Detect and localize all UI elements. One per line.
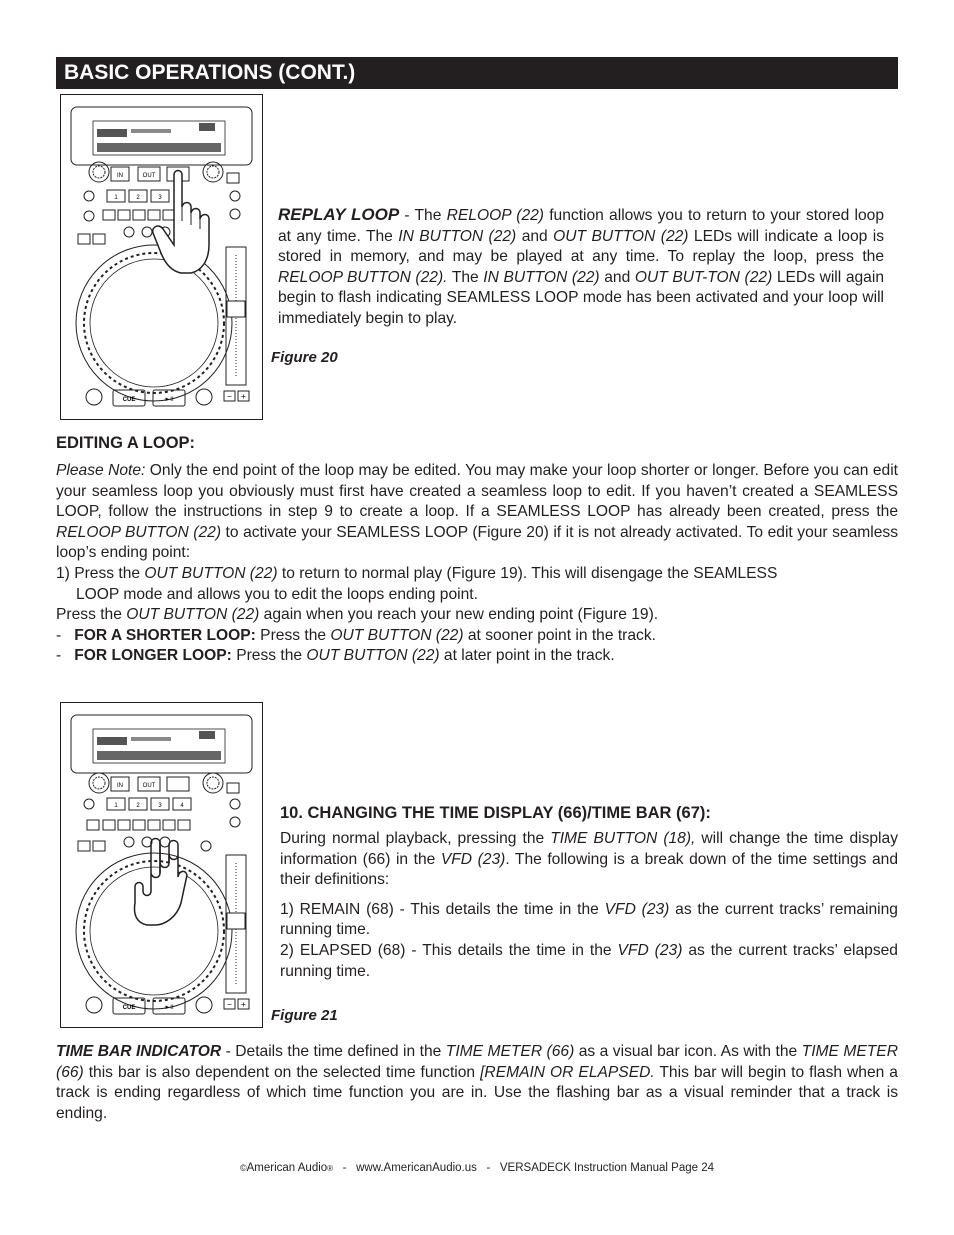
pitch-plus-button: + xyxy=(241,392,246,401)
pointing-hand-icon xyxy=(153,171,209,274)
editing-text: at later point in the track. xyxy=(439,647,615,665)
hot-cue-1: 1 xyxy=(114,195,118,201)
replay-loop-paragraph xyxy=(278,205,884,330)
time-text: as the current tracks’ remaining running time. xyxy=(280,900,898,939)
hot-cue-3: 3 xyxy=(158,195,162,201)
timebar-text: this bar is also dependent on the selected time function xyxy=(83,1063,481,1081)
editing-text: RELOOP BUTTON (22) xyxy=(56,523,222,541)
hot-cue-4: 4 xyxy=(180,803,184,809)
timebar-text: TIME METER (66) xyxy=(56,1043,898,1081)
editing-text: Please Note: xyxy=(56,462,146,479)
replay-text: IN BUTTON (22) xyxy=(483,268,600,286)
longer-loop-label: FOR LONGER LOOP: xyxy=(74,647,232,665)
replay-text: and xyxy=(599,268,635,286)
editing-text: Press the xyxy=(56,606,127,624)
replay-text: The xyxy=(447,268,484,286)
play-pause-button: ►II xyxy=(164,1005,174,1011)
replay-text: - The xyxy=(399,207,447,224)
time-bar-heading: TIME BAR INDICATOR xyxy=(56,1043,222,1060)
editing-loop-body xyxy=(56,461,898,667)
section-header xyxy=(56,57,898,89)
timebar-text: as a visual bar icon. As with the xyxy=(574,1043,802,1060)
time-display-body xyxy=(280,829,898,982)
time-text: VFD (23) xyxy=(617,941,683,959)
time-text: will change the time display information (66) in the xyxy=(280,830,898,868)
footer-brand: American Audio xyxy=(246,1162,328,1174)
cue-button: CUE xyxy=(122,1005,136,1011)
hot-cue-2: 2 xyxy=(136,803,140,809)
section-title: BASIC OPERATIONS (CONT.) xyxy=(64,61,356,84)
timebar-text: TIME METER (66) xyxy=(445,1043,575,1060)
hot-cue-3: 3 xyxy=(158,803,162,809)
time-text: . The following is a break down of the time settings and their definitions: xyxy=(280,850,899,889)
in-button: IN xyxy=(117,173,123,179)
figure-20-illustration xyxy=(60,94,263,420)
editing-text: Press the xyxy=(231,647,307,665)
replay-loop-heading: REPLAY LOOP xyxy=(278,205,400,224)
registered-symbol: ® xyxy=(327,1164,334,1173)
editing-text: OUT BUTTON (22) xyxy=(126,606,260,624)
pitch-minus-button: − xyxy=(227,1000,232,1009)
figure-21-illustration xyxy=(60,702,263,1028)
replay-text: IN BUTTON (22) xyxy=(398,227,517,245)
hot-cue-2: 2 xyxy=(136,195,140,201)
editing-text: to return to normal play (Figure 19). This will disengage the SEAMLESS xyxy=(277,564,778,582)
copyright-symbol: © xyxy=(239,1163,247,1173)
replay-text: LEDs will again begin to flash indicating SEAMLESS LOOP mode has been activated and your loop will immediately begin to play. xyxy=(278,268,884,327)
timebar-text: - Details the time defined in the xyxy=(221,1043,446,1060)
time-text: as the current tracks’ elapsed running time. xyxy=(280,941,898,980)
time-display-heading: 10. CHANGING THE TIME DISPLAY (66)/TIME BAR (67): xyxy=(280,804,711,822)
pitch-minus-button: − xyxy=(227,392,232,401)
bullet-dash: - xyxy=(56,647,62,665)
editing-text: OUT BUTTON (22) xyxy=(306,647,440,665)
figure-21-caption: Figure 21 xyxy=(271,1007,338,1024)
replay-text: and xyxy=(516,227,554,245)
figure-20-caption: Figure 20 xyxy=(271,349,338,366)
time-text: VFD (23) xyxy=(440,850,506,868)
time-text: 2) ELAPSED (68) - This details the time in the xyxy=(280,941,618,959)
replay-text: OUT BUTTON (22) xyxy=(553,227,689,245)
out-button: OUT xyxy=(142,783,156,789)
editing-text: again when you reach your new ending point (Figure 19). xyxy=(259,606,659,624)
replay-text: LEDs will indicate a loop is stored in memory, and may be played at any time. To replay the loop, press the xyxy=(278,227,885,266)
time-text: TIME BUTTON (18), xyxy=(550,830,696,847)
page-footer xyxy=(0,1162,954,1174)
editing-loop-heading: EDITING A LOOP: xyxy=(56,434,196,452)
replay-text: function allows you to return to your stored loop at any time. The xyxy=(278,207,884,245)
replay-text: RELOOP (22) xyxy=(446,207,544,224)
editing-text: Only the end point of the loop may be edited. You may make your loop shorter or longer. Before you can edit your seamless loop you obviously must first have created a seamless loop to edit. If you haven’t created a SEAMLESS LOOP, follow the instructions in step 9 to create a loop. If a SEAMLESS LOOP has already been created, press the xyxy=(56,462,898,521)
in-button: IN xyxy=(117,783,123,789)
pointing-hand-icon xyxy=(135,839,188,926)
editing-text: 1) Press the xyxy=(56,564,145,582)
out-button: OUT xyxy=(142,173,156,179)
play-pause-button: ►II xyxy=(164,397,174,403)
editing-text: at sooner point in the track. xyxy=(463,626,656,644)
editing-text: OUT BUTTON (22) xyxy=(330,626,464,644)
time-bar-paragraph xyxy=(56,1042,898,1124)
replay-text: OUT BUT-TON (22) xyxy=(634,268,773,286)
hot-cue-1: 1 xyxy=(114,803,118,809)
editing-text: to activate your SEAMLESS LOOP (Figure 20) if it is not already activated. To edit your seamless loop’s ending point: xyxy=(56,523,898,562)
editing-text: OUT BUTTON (22) xyxy=(144,564,278,582)
footer-text: - www.AmericanAudio.us - VERSADECK Instruction Manual Page 24 xyxy=(333,1162,715,1174)
shorter-loop-label: FOR A SHORTER LOOP: xyxy=(74,626,256,644)
editing-text: Press the xyxy=(255,626,331,644)
time-text: 1) REMAIN (68) - This details the time in the xyxy=(280,900,605,918)
bullet-dash: - xyxy=(56,626,62,644)
cue-button: CUE xyxy=(122,397,136,403)
replay-text: RELOOP BUTTON (22). xyxy=(278,268,448,286)
time-text: VFD (23) xyxy=(604,900,670,918)
time-text: During normal playback, pressing the xyxy=(280,830,551,847)
timebar-text: This bar will begin to flash when a track is ending regardless of which time function you are in. Use the flashing bar as a visual reminder that a track is ending. xyxy=(56,1063,898,1122)
timebar-text: [REMAIN OR ELAPSED. xyxy=(480,1063,655,1081)
editing-text: LOOP mode and allows you to edit the loops ending point. xyxy=(76,585,478,603)
pitch-plus-button: + xyxy=(241,1000,246,1009)
